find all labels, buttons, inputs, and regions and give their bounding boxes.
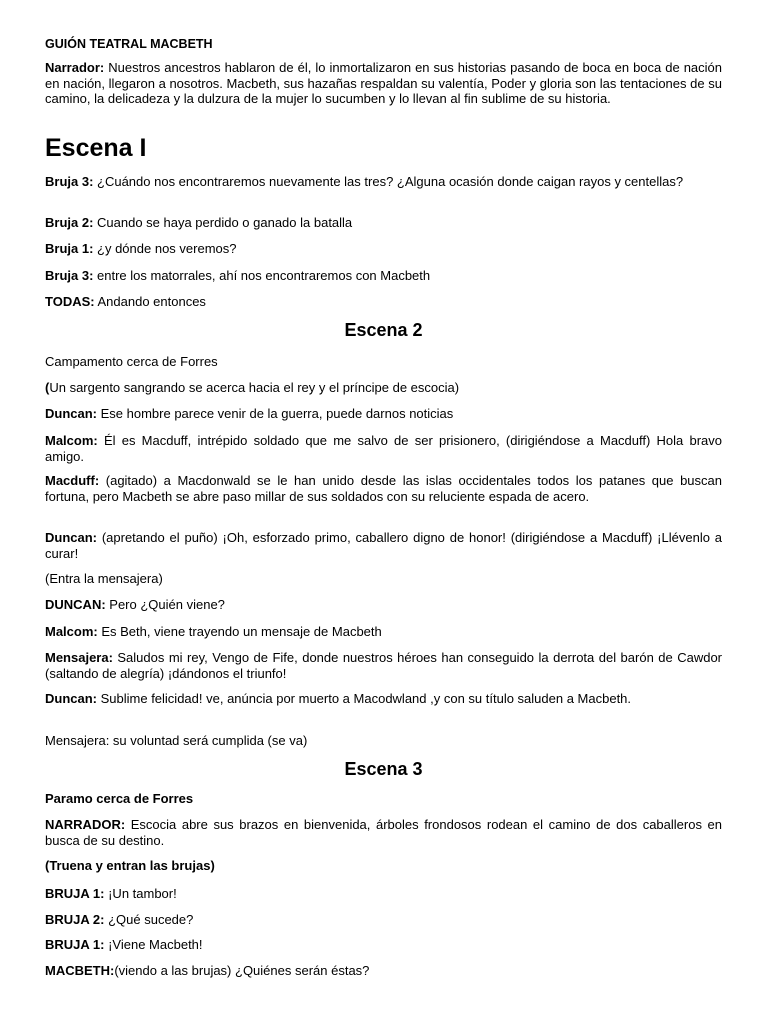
- dialogue-line: [45, 624, 722, 640]
- dialogue: Sublime felicidad! ve, anúncia por muerto a Macodwland ,y con su título saluden a Macbeth.: [97, 691, 632, 706]
- dialogue-line: [45, 174, 722, 190]
- speaker: BRUJA 2:: [45, 912, 105, 927]
- speaker: BRUJA 1:: [45, 937, 105, 952]
- dialogue-line: [45, 433, 722, 464]
- scene-3-heading: Escena 3: [344, 759, 423, 779]
- speaker: Macduff:: [45, 473, 100, 488]
- stage-direction: [45, 380, 722, 396]
- speaker: BRUJA 1:: [45, 886, 105, 901]
- dialogue: Saludos mi rey, Vengo de Fife, donde nuestros héroes han conseguido la derrota del barón de Cawdor (saltando de alegría) ¡dándonos el triunfo!: [45, 650, 722, 681]
- dialogue-line: [45, 886, 722, 902]
- dialogue: Andando entonces: [94, 294, 206, 309]
- speaker: Duncan:: [45, 691, 97, 706]
- stage-direction: (Truena y entran las brujas): [45, 858, 215, 873]
- dialogue-line: [45, 241, 722, 257]
- dialogue: Pero ¿Quién viene?: [105, 597, 225, 612]
- dialogue: (viendo a las brujas) ¿Quiénes serán éstas?: [114, 963, 370, 978]
- dialogue: Escocia abre sus brazos en bienvenida, árboles frondosos rodean el camino de dos caballeros en busca de su destino.: [45, 817, 722, 848]
- speaker: Malcom:: [45, 624, 98, 639]
- speaker: Narrador:: [45, 60, 105, 75]
- dialogue: ¡Un tambor!: [104, 886, 177, 901]
- stage-direction: [45, 571, 722, 587]
- dialogue: entre los matorrales, ahí nos encontraremos con Macbeth: [93, 268, 431, 283]
- speaker: Bruja 3:: [45, 174, 94, 189]
- document-title: GUIÓN TEATRAL MACBETH: [45, 37, 213, 51]
- dialogue: (agitado) a Macdonwald se le han unido desde las islas occidentales todos los patanes que buscan fortuna, pero Macbeth se abre paso millar de sus soldados con su reluciente espada de acero.: [45, 473, 722, 504]
- dialogue-line: [45, 733, 722, 749]
- scene-2-heading: Escena 2: [344, 320, 423, 340]
- dialogue: ¿Qué sucede?: [104, 912, 194, 927]
- dialogue-line: [45, 473, 722, 504]
- scene-setting: Paramo cerca de Forres: [45, 791, 194, 806]
- dialogue: Ese hombre parece venir de la guerra, puede darnos noticias: [97, 406, 454, 421]
- dialogue-line: [45, 691, 722, 707]
- speaker: Duncan:: [45, 530, 97, 545]
- paren: (: [45, 380, 50, 395]
- dialogue-line: [45, 937, 722, 953]
- dialogue-line: [45, 530, 722, 561]
- speaker: DUNCAN:: [45, 597, 106, 612]
- dialogue-line: [45, 268, 722, 284]
- speaker: Mensajera:: [45, 650, 113, 665]
- dialogue-line: [45, 817, 722, 848]
- dialogue: ¿Cuándo nos encontraremos nuevamente las tres? ¿Alguna ocasión donde caigan rayos y centellas?: [93, 174, 684, 189]
- dialogue-line: [45, 215, 722, 231]
- dialogue-line: [45, 963, 722, 979]
- dialogue: (Entra la mensajera): [45, 571, 163, 586]
- stage-text: Un sargento sangrando se acerca hacia el rey y el príncipe de escocia): [49, 380, 460, 395]
- dialogue: ¡Viene Macbeth!: [104, 937, 203, 952]
- speaker: MACBETH:: [45, 963, 115, 978]
- dialogue-line: [45, 406, 722, 422]
- speaker: Malcom:: [45, 433, 98, 448]
- dialogue: ¿y dónde nos veremos?: [93, 241, 237, 256]
- dialogue: Nuestros ancestros hablaron de él, lo inmortalizaron en sus historias pasando de boca en boca de nación en nación, llegaron a nosotros. Macbeth, sus hazañas respaldan su valentía, Poder y gloria son las tentaciones de su camino, la delicadeza y la dulzura de la mujer lo sucumben y lo llevan al fin sublime de su historia.: [45, 60, 722, 106]
- speaker: TODAS:: [45, 294, 95, 309]
- speaker: Bruja 1:: [45, 241, 94, 256]
- speaker: Duncan:: [45, 406, 97, 421]
- scene-setting: Campamento cerca de Forres: [45, 354, 218, 369]
- dialogue-line: [45, 650, 722, 681]
- speaker: Bruja 2:: [45, 215, 94, 230]
- dialogue: Cuando se haya perdido o ganado la batalla: [93, 215, 353, 230]
- dialogue-line: [45, 597, 722, 613]
- narrator-intro: [45, 60, 722, 107]
- dialogue-line: [45, 294, 722, 310]
- dialogue: (apretando el puño) ¡Oh, esforzado primo, caballero digno de honor! (dirigiéndose a Macduff) ¡Llévenlo a curar!: [45, 530, 722, 561]
- scene-1-heading: Escena I: [45, 134, 147, 162]
- dialogue: Es Beth, viene trayendo un mensaje de Macbeth: [97, 624, 382, 639]
- dialogue-line: [45, 912, 722, 928]
- speaker: NARRADOR:: [45, 817, 126, 832]
- dialogue: Él es Macduff, intrépido soldado que me salvo de ser prisionero, (dirigiéndose a Macduff) Hola bravo amigo.: [45, 433, 722, 464]
- speaker: Bruja 3:: [45, 268, 94, 283]
- dialogue: Mensajera: su voluntad será cumplida (se va): [45, 733, 308, 748]
